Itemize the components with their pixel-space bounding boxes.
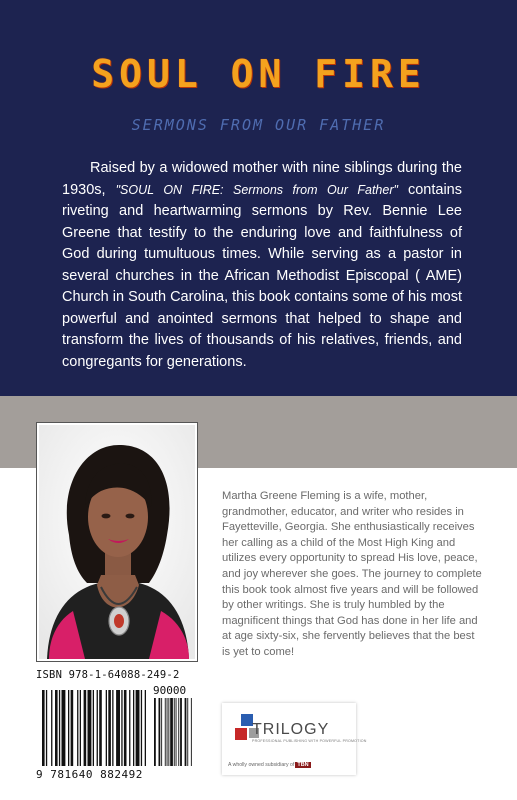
- barcode-bar: [68, 690, 69, 766]
- price-barcode-bar: [170, 698, 173, 766]
- price-barcode-bar: [167, 698, 168, 766]
- author-photo-frame: [36, 422, 198, 662]
- barcode-bar: [62, 690, 66, 766]
- book-subtitle: SERMONS FROM OUR FATHER: [131, 116, 386, 134]
- price-barcode-bar: [168, 698, 169, 766]
- publisher-subsidiary-line: [228, 762, 311, 768]
- book-description: [62, 158, 462, 373]
- author-bio: Martha Greene Fleming is a wife, mother, grandmother, educator, and writer who resides in Fayetteville, Georgia. She enthusiastically receives her calling as a child of the Most High King and utilizes every opportunity to spread His love, peace, and joy wherever she goes. The journey to complete this book took almost five years and will be followed by other writings. She is truly humbled by the magnificent things that God has done in her life and at age sixty-six, she fervently believes that the best is yet to come!: [222, 490, 482, 658]
- barcode-bar: [42, 690, 45, 766]
- blurb-lead: Raised by a widowed mother with nine siblings during the 1930s,: [62, 160, 462, 198]
- isbn-text: ISBN 978-1-64088-249-2: [36, 669, 180, 681]
- barcode-bar: [46, 690, 47, 766]
- barcode-bar: [93, 690, 94, 766]
- barcode-bar: [55, 690, 58, 766]
- price-barcode-bar: [191, 698, 192, 766]
- tbn-logo: TBN: [297, 762, 309, 768]
- barcode-bar: [145, 690, 146, 766]
- barcode-bar: [133, 690, 134, 766]
- book-title: SOUL ON FIRE: [91, 52, 426, 96]
- price-barcode-bar: [185, 698, 187, 766]
- barcode-bar: [129, 690, 130, 766]
- price-barcode-bar: [159, 698, 161, 766]
- blurb-body: contains riveting and heartwarming sermons by Rev. Bennie Lee Greene that testify to the enduring love and faithfulness of God during tumultuous times. While serving as a pastor in several churches in the African Methodist Episcopal ( AME) Church in South Carolina, this book contains some of his most powerful and anointed sermons that helped to shape and transform the lives of thousands of his relatives, friends, and congregants for generations.: [62, 181, 462, 370]
- price-barcode-bar: [180, 698, 182, 766]
- barcode-bar: [80, 690, 81, 766]
- barcode-bar: [106, 690, 107, 766]
- barcode-bar: [112, 690, 113, 766]
- barcode-bar: [108, 690, 111, 766]
- blurb-book-title: "SOUL ON FIRE: Sermons from Our Father": [115, 182, 398, 197]
- barcode-bar: [71, 690, 74, 766]
- barcode-bar: [97, 690, 98, 766]
- barcode-bar: [121, 690, 122, 766]
- price-barcode-bar: [154, 698, 156, 766]
- barcode-bar: [88, 690, 92, 766]
- price-barcode-bar: [178, 698, 179, 766]
- barcode-bar: [116, 690, 120, 766]
- publisher-logo-box: [222, 703, 367, 775]
- price-barcode-bar: [176, 698, 177, 766]
- author-photo: [39, 425, 195, 659]
- barcode-number: 9 781640 882492: [36, 768, 196, 781]
- barcode-bar: [99, 690, 102, 766]
- barcode-bar: [59, 690, 60, 766]
- barcode-bar: [84, 690, 87, 766]
- price-barcode-bar: [187, 698, 188, 766]
- price-barcode-bar: [174, 698, 175, 766]
- barcode-bar: [77, 690, 78, 766]
- publisher-tagline: PROFESSIONAL PUBLISHING WITH POWERFUL PROMOTION: [252, 739, 367, 743]
- price-barcode-bar: [161, 698, 162, 766]
- barcode-bar: [124, 690, 127, 766]
- front-blurb-panel: [0, 0, 517, 396]
- barcode-bar: [51, 690, 52, 766]
- price-code: 90000: [153, 684, 187, 697]
- barcode-bar: [141, 690, 142, 766]
- barcode-bar: [136, 690, 140, 766]
- price-barcode-bar: [165, 698, 166, 766]
- publisher-name: TRILOGY: [252, 721, 330, 738]
- subsidiary-text: A wholly owned subsidiary of: [228, 762, 295, 768]
